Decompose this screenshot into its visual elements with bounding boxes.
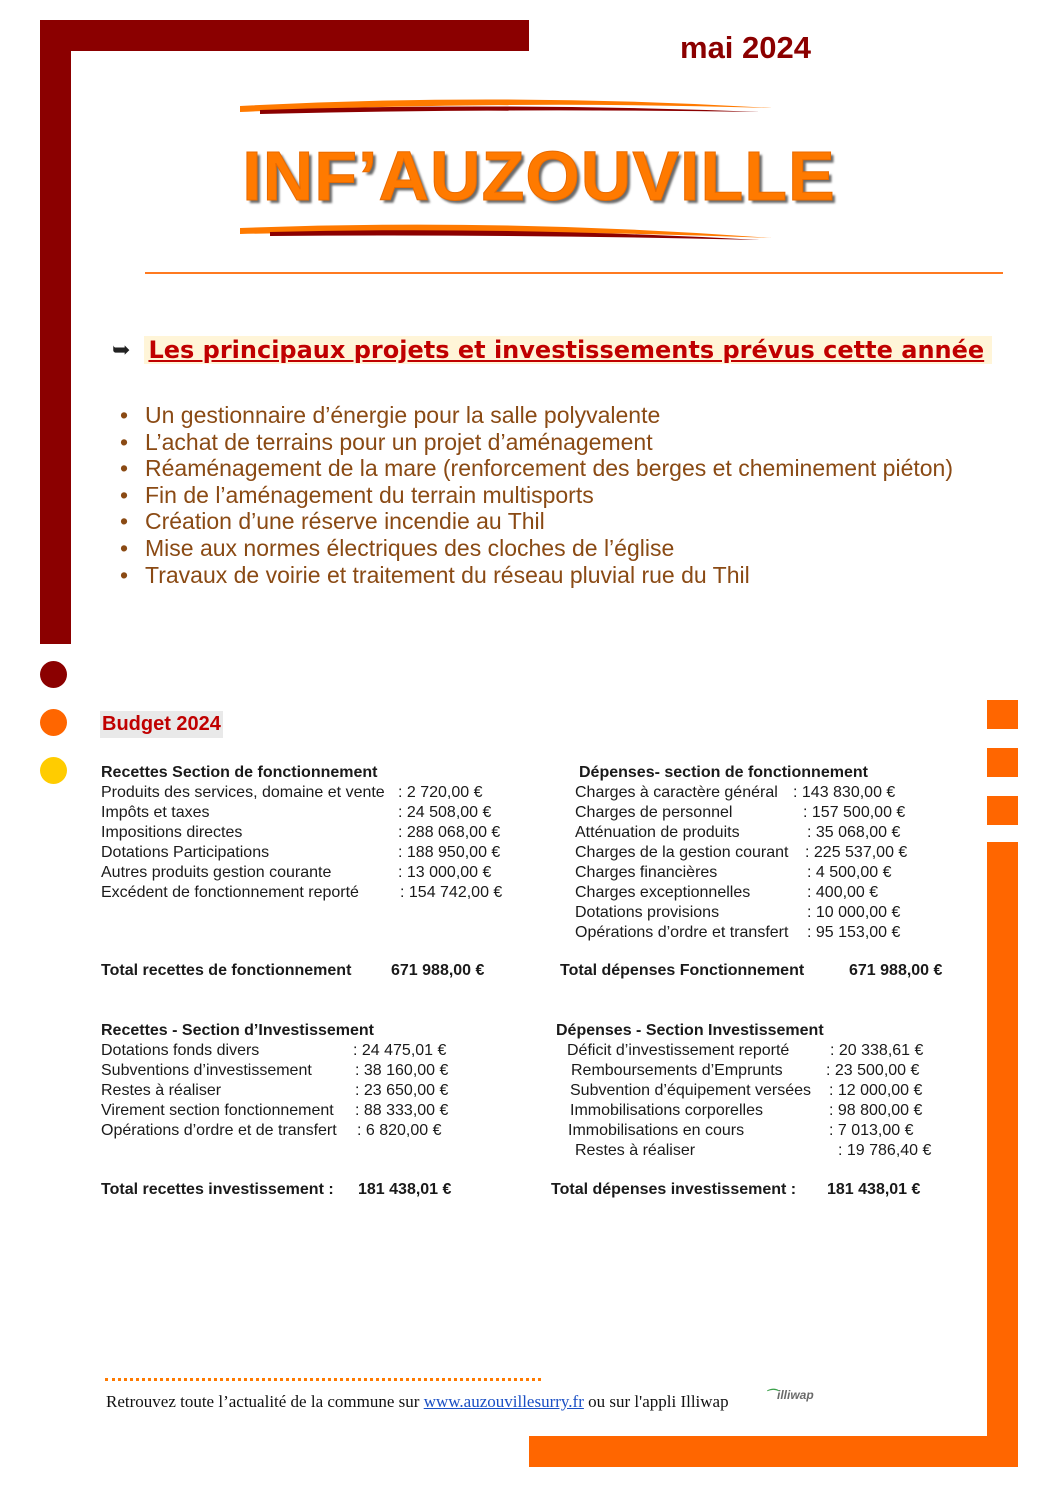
table-row <box>101 803 492 823</box>
row-label: Atténuation de produits <box>575 824 740 841</box>
budget-title: Budget 2024 <box>100 711 223 738</box>
projects-heading <box>112 336 992 364</box>
newsletter-title: INF’AUZOUVILLE <box>242 137 836 215</box>
list-item: • Réaménagement de la mare (renforcement des berges et cheminement piéton) <box>120 455 953 482</box>
row-label: Restes à réaliser <box>575 1142 696 1159</box>
total-recettes-investissement-label: Total recettes investissement : <box>101 1181 334 1198</box>
row-value: : 400,00 € <box>807 884 879 901</box>
footer-divider <box>105 1378 541 1381</box>
footer-text <box>106 1392 729 1412</box>
title-swoosh-top <box>240 94 772 120</box>
arrow-icon: ➥ <box>112 337 131 362</box>
row-label: Excédent de fonctionnement reporté <box>101 884 359 901</box>
row-value: : 19 786,40 € <box>838 1142 932 1159</box>
row-value: : 143 830,00 € <box>793 784 896 801</box>
depenses-investissement <box>556 1021 932 1161</box>
row-label: Autres produits gestion courante <box>101 864 332 881</box>
table-row <box>101 823 501 843</box>
total-depenses-investissement-value: 181 438,01 € <box>827 1181 921 1198</box>
row-label: Déficit d’investissement reporté <box>567 1042 790 1059</box>
table-row <box>556 1061 920 1081</box>
row-value: : 13 000,00 € <box>398 864 492 881</box>
row-value: : 7 013,00 € <box>829 1122 914 1139</box>
row-label: Charges financières <box>575 864 718 881</box>
row-value: : 95 153,00 € <box>807 924 901 941</box>
depenses-fonctionnement <box>575 763 908 943</box>
row-label: Immobilisations corporelles <box>570 1102 763 1119</box>
row-value: : 23 500,00 € <box>826 1062 920 1079</box>
row-label: Opérations d’ordre et de transfert <box>101 1122 337 1139</box>
illiwap-logo <box>765 1386 814 1403</box>
row-label: Charges exceptionnelles <box>575 884 751 901</box>
row-value: : 288 068,00 € <box>398 824 501 841</box>
table-row <box>101 843 501 863</box>
row-value: : 157 500,00 € <box>803 804 906 821</box>
header-divider <box>145 272 1003 274</box>
row-label: Subventions d’investissement <box>101 1062 312 1079</box>
row-value: : 6 820,00 € <box>357 1122 442 1139</box>
row-label: Impositions directes <box>101 824 243 841</box>
table-row <box>556 1121 914 1141</box>
row-value: : 24 508,00 € <box>398 804 492 821</box>
row-label: Charges de la gestion courant <box>575 844 789 861</box>
table-row <box>575 863 892 883</box>
table-row <box>575 923 901 943</box>
row-value: : 38 160,00 € <box>355 1062 449 1079</box>
table-row <box>575 843 908 863</box>
row-label: Dotations Participations <box>101 844 270 861</box>
row-label: Opérations d’ordre et transfert <box>575 924 789 941</box>
table-row <box>556 1141 932 1161</box>
row-label: Restes à réaliser <box>101 1082 222 1099</box>
illiwap-logo-text: illiwap <box>777 1388 814 1402</box>
table-row <box>101 1101 449 1121</box>
row-value: : 2 720,00 € <box>398 784 483 801</box>
row-value: : 98 800,00 € <box>829 1102 923 1119</box>
dark-red-dot <box>40 661 67 688</box>
section-heading: Dépenses - Section Investissement <box>556 1022 824 1039</box>
row-value: : 88 333,00 € <box>355 1102 449 1119</box>
row-value: : 4 500,00 € <box>807 864 892 881</box>
leaf-icon: ⌒ <box>765 1388 778 1402</box>
frame-left-bar <box>40 20 71 644</box>
table-row <box>101 1061 449 1081</box>
table-row <box>575 783 896 803</box>
table-row <box>101 783 483 803</box>
title-swoosh-bottom <box>240 220 772 246</box>
list-item: • Un gestionnaire d’énergie pour la salle polyvalente <box>120 402 953 429</box>
table-row <box>575 823 901 843</box>
table-row <box>575 883 879 903</box>
table-row <box>101 883 503 903</box>
row-value: : 12 000,00 € <box>829 1082 923 1099</box>
row-value: : 225 537,00 € <box>805 844 908 861</box>
table-row <box>556 1081 923 1101</box>
row-label: Subvention d’équipement versées <box>570 1082 812 1099</box>
table-row <box>101 863 492 883</box>
list-item: • Mise aux normes électriques des cloches de l’église <box>120 535 953 562</box>
row-value: : 35 068,00 € <box>807 824 901 841</box>
orange-square <box>987 748 1018 777</box>
row-value: : 188 950,00 € <box>398 844 501 861</box>
table-row <box>556 1101 923 1121</box>
row-label: Impôts et taxes <box>101 804 210 821</box>
total-depenses-fonctionnement-label: Total dépenses Fonctionnement <box>560 962 805 979</box>
table-row <box>101 1041 447 1061</box>
table-row <box>101 1121 442 1141</box>
total-recettes-fonctionnement-label: Total recettes de fonctionnement <box>101 962 352 979</box>
table-row <box>556 1041 924 1061</box>
row-label: Dotations fonds divers <box>101 1042 260 1059</box>
row-label: Remboursements d’Emprunts <box>571 1062 783 1079</box>
list-item: • Fin de l’aménagement du terrain multisports <box>120 482 953 509</box>
table-row <box>575 903 901 923</box>
orange-square <box>987 796 1018 825</box>
row-value: : 20 338,61 € <box>830 1042 924 1059</box>
total-recettes-investissement-value: 181 438,01 € <box>358 1181 452 1198</box>
list-item: • L’achat de terrains pour un projet d’aménagement <box>120 429 953 456</box>
total-depenses-fonctionnement-value: 671 988,00 € <box>849 962 943 979</box>
orange-square <box>987 700 1018 729</box>
projects-heading-text: Les principaux projets et investissements prévus cette année <box>144 336 992 364</box>
row-label: Immobilisations en cours <box>568 1122 745 1139</box>
row-label: Produits des services, domaine et vente <box>101 784 385 801</box>
website-link[interactable]: www.auzouvillesurry.fr <box>423 1392 584 1411</box>
recettes-investissement <box>101 1021 449 1141</box>
row-value: : 24 475,01 € <box>353 1042 447 1059</box>
frame-right-bar <box>987 842 1018 1466</box>
row-label: Virement section fonctionnement <box>101 1102 334 1119</box>
projects-list <box>120 402 953 588</box>
table-row <box>101 1081 449 1101</box>
table-row <box>575 803 906 823</box>
issue-month: mai 2024 <box>680 30 811 65</box>
row-value: : 10 000,00 € <box>807 904 901 921</box>
total-depenses-investissement-label: Total dépenses investissement : <box>551 1181 797 1198</box>
total-recettes-fonctionnement-value: 671 988,00 € <box>391 962 485 979</box>
row-label: Dotations provisions <box>575 904 720 921</box>
row-value: : 23 650,00 € <box>355 1082 449 1099</box>
section-heading: Recettes Section de fonctionnement <box>101 764 378 781</box>
footer-text-after: ou sur l'appli Illiwap <box>583 1392 729 1411</box>
section-heading: Dépenses- section de fonctionnement <box>579 764 868 781</box>
yellow-dot <box>40 757 67 784</box>
list-item: • Travaux de voirie et traitement du réseau pluvial rue du Thil <box>120 562 953 589</box>
frame-bottom-bar <box>529 1436 1018 1467</box>
recettes-fonctionnement <box>101 763 503 903</box>
row-label: Charges à caractère général <box>575 784 778 801</box>
row-label: Charges de personnel <box>575 804 733 821</box>
row-value: : 154 742,00 € <box>400 884 503 901</box>
footer-text-before: Retrouvez toute l’actualité de la commune sur <box>106 1392 424 1411</box>
section-heading: Recettes - Section d’Investissement <box>101 1022 374 1039</box>
list-item: • Création d’une réserve incendie au Thil <box>120 508 953 535</box>
frame-top-bar <box>40 20 529 51</box>
orange-dot <box>40 709 67 736</box>
